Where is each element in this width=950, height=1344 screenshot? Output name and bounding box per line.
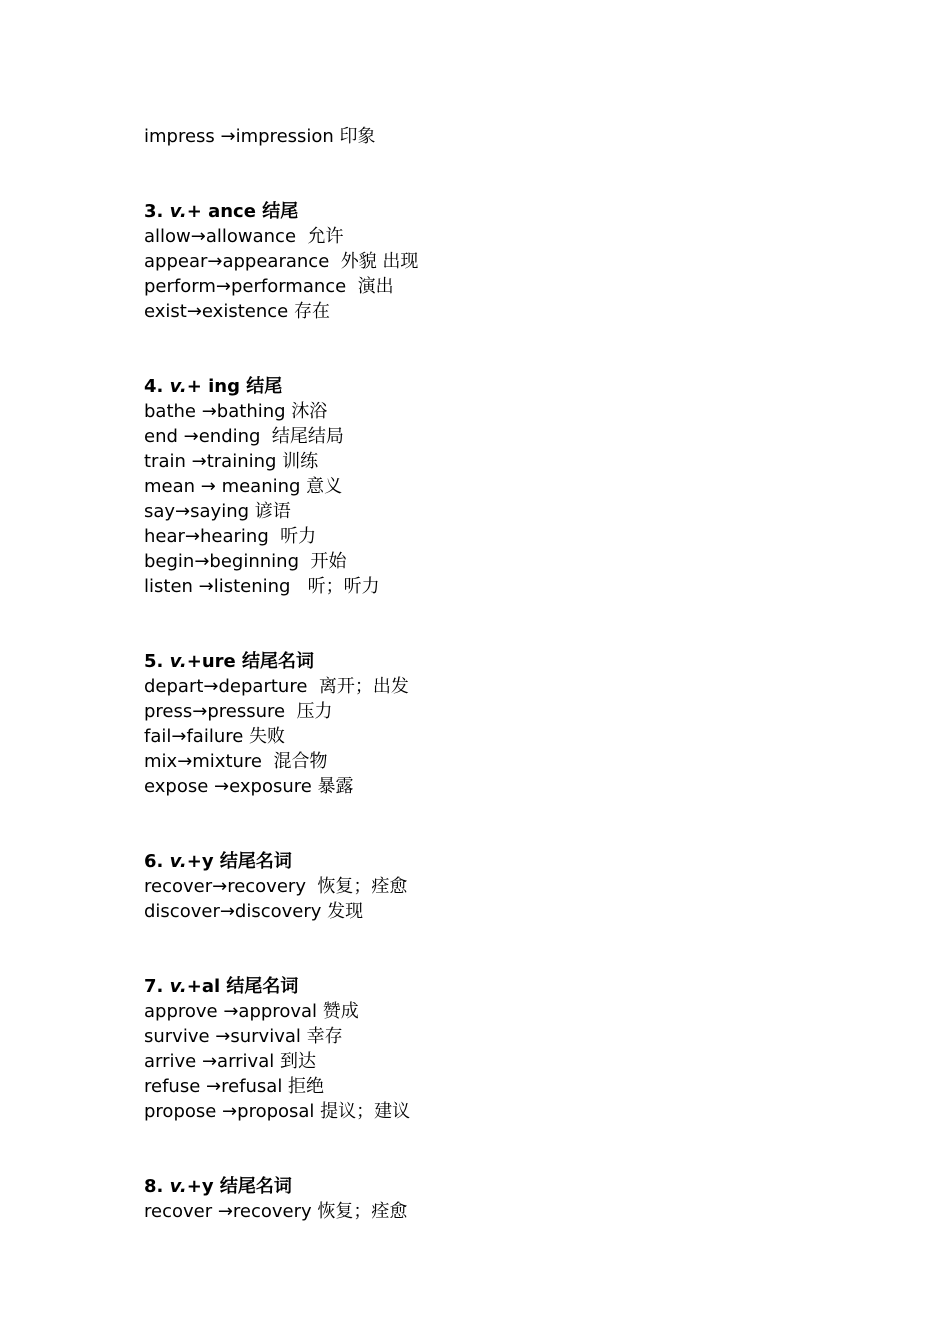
suffix-rule: +y 结尾名词 — [186, 1176, 292, 1197]
intro-line: impress →impression 印象 — [144, 126, 376, 147]
word-pair-line: mean → meaning 意义 — [144, 476, 343, 497]
word-pair-line: recover →recovery 恢复；痊愈 — [144, 1201, 408, 1222]
word-pair-line: appear→appearance 外貌 出现 — [144, 251, 419, 272]
section-heading — [144, 649, 844, 674]
word-pair-line: survive →survival 幸存 — [144, 1026, 343, 1047]
section-gap — [144, 1124, 844, 1174]
section-heading — [144, 199, 844, 224]
suffix-rule: +y 结尾名词 — [186, 851, 292, 872]
word-pair-line: train →training 训练 — [144, 451, 319, 472]
word-pair-line: refuse →refusal 拒绝 — [144, 1076, 325, 1097]
word-pair-line: say→saying 谚语 — [144, 501, 291, 522]
word-pair-line: approve →approval 赞成 — [144, 1001, 359, 1022]
section-number: 6. — [144, 851, 170, 872]
word-pair-line: bathe →bathing 沐浴 — [144, 401, 328, 422]
part-of-speech: v. — [169, 376, 187, 397]
word-pair-line: recover→recovery 恢复；痊愈 — [144, 876, 408, 897]
word-pair-line: perform→performance 演出 — [144, 276, 394, 297]
section-heading — [144, 1174, 844, 1199]
suffix-rule: +ure 结尾名词 — [186, 651, 314, 672]
section-gap — [144, 924, 844, 974]
suffix-rule: + ance 结尾 — [186, 201, 299, 222]
section-number: 4. — [144, 376, 170, 397]
sections-container — [144, 199, 844, 1224]
word-pair-line: listen →listening 听；听力 — [144, 576, 380, 597]
word-pair-line: begin→beginning 开始 — [144, 551, 347, 572]
section-gap — [144, 324, 844, 374]
section-6 — [144, 849, 844, 974]
section-gap — [144, 799, 844, 849]
word-pair-line: press→pressure 压力 — [144, 701, 333, 722]
section-number: 5. — [144, 651, 170, 672]
section-4 — [144, 374, 844, 649]
part-of-speech: v. — [169, 651, 187, 672]
section-number: 3. — [144, 201, 170, 222]
part-of-speech: v. — [169, 976, 187, 997]
section-3 — [144, 199, 844, 374]
section-heading — [144, 849, 844, 874]
section-heading — [144, 974, 844, 999]
section-heading — [144, 374, 844, 399]
part-of-speech: v. — [169, 1176, 187, 1197]
document-page — [144, 124, 844, 1224]
word-pair-line: expose →exposure 暴露 — [144, 776, 354, 797]
suffix-rule: + ing 结尾 — [186, 376, 283, 397]
suffix-rule: +al 结尾名词 — [186, 976, 299, 997]
section-8 — [144, 1174, 844, 1224]
word-pair-line: end →ending 结尾结局 — [144, 426, 344, 447]
word-pair-line: arrive →arrival 到达 — [144, 1051, 316, 1072]
part-of-speech: v. — [169, 851, 187, 872]
section-5 — [144, 649, 844, 849]
word-pair-line: hear→hearing 听力 — [144, 526, 317, 547]
section-gap — [144, 599, 844, 649]
word-pair-line: fail→failure 失败 — [144, 726, 286, 747]
word-pair-line: depart→departure 离开；出发 — [144, 676, 409, 697]
part-of-speech: v. — [169, 201, 187, 222]
section-7 — [144, 974, 844, 1174]
section-number: 8. — [144, 1176, 170, 1197]
section-gap — [144, 149, 844, 199]
word-pair-line: mix→mixture 混合物 — [144, 751, 328, 772]
section-number: 7. — [144, 976, 170, 997]
word-pair-line: allow→allowance 允许 — [144, 226, 344, 247]
word-pair-line: propose →proposal 提议；建议 — [144, 1101, 411, 1122]
word-pair-line: discover→discovery 发现 — [144, 901, 364, 922]
word-pair-line: exist→existence 存在 — [144, 301, 330, 322]
